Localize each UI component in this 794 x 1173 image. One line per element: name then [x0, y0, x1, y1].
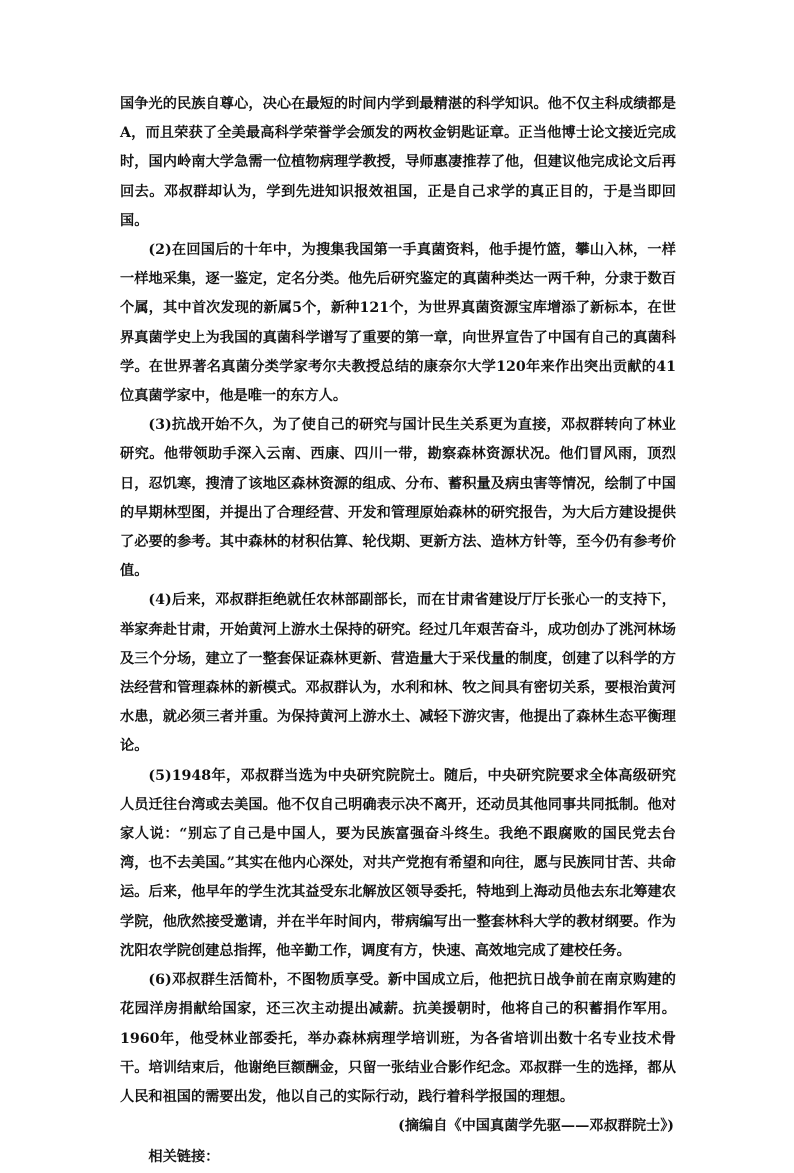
document-body [120, 90, 676, 1173]
paragraph-3: (3)抗战开始不久，为了使自己的研究与国计民生关系更为直接，邓叔群转向了林业研究。他带领助手深入云南、西康、四川一带，勘察森林资源状况。他们冒风雨，顶烈日，忍饥寒，搜清了该地区森林资源的组成、分布、蓄积量及病虫害等情况，绘制了中国的早期林型图，并提出了合理经营、开发和管理原始森林的研究报告，为大后方建设提供了必要的参考。其中森林的材积估算、轮伐期、更新方法、造林方针等，至今仍有参考价值。 [120, 417, 676, 580]
paragraph-4: (4)后来，邓叔群拒绝就任农林部副部长，而在甘肃省建设厅厅长张心一的支持下，举家奔赴甘肃，开始黄河上游水土保持的研究。经过几年艰苦奋斗，成功创办了洮河林场及三个分场，建立了一整套保证森林更新、营造量大于采伐量的制度，创建了以科学的方法经营和管理森林的新模式。邓叔群认为，水利和林、牧之间具有密切关系，要根治黄河水患，就必须三者并重。为保持黄河上游水土、减轻下游灾害，他提出了森林生态平衡理论。 [120, 592, 676, 755]
paragraph-2: (2)在回国后的十年中，为搜集我国第一手真菌资料，他手提竹篮，攀山入林，一样一样地采集，逐一鉴定，定名分类。他先后研究鉴定的真菌种类达一两千种，分隶于数百个属，其中首次发现的新属5个，新种121个，为世界真菌资源宝库增添了新标本，在世界真菌学史上为我国的真菌科学谱写了重要的第一章，向世界宣告了中国有自己的真菌科学。在世界著名真菌分类学家考尔夫教授总结的康奈尔大学120年来作出突出贡献的41位真菌学家中，他是唯一的东方人。 [120, 242, 676, 405]
paragraph-1-continued: 国争光的民族自尊心，决心在最短的时间内学到最精湛的科学知识。他不仅主科成绩都是A，而且荣获了全美最高科学荣誉学会颁发的两枚金钥匙证章。正当他博士论文接近完成时，国内岭南大学急需一位植物病理学教授，导师惠凄推荐了他，但建议他完成论文后再回去。邓叔群却认为，学到先进知识报效祖国，正是自己求学的真正目的，于是当即回国。 [120, 96, 676, 229]
paragraph-6: (6)邓叔群生活简朴，不图物质享受。新中国成立后，他把抗日战争前在南京购建的花园洋房捐献给国家，还三次主动提出减薪。抗美援朝时，他将自己的积蓄捐作军用。1960年，他受林业部委托，举办森林病理学培训班，为各省培训出数十名专业技术骨干。培训结束后，他谢绝巨额酬金，只留一张结业合影作纪念。邓叔群一生的选择，都从人民和祖国的需要出发，他以自己的实际行动，践行着科学报国的理想。 [120, 972, 676, 1105]
related-links-heading: 相关链接： [148, 1149, 220, 1166]
source-citation: (摘编自《中国真菌学先驱——邓叔群院士》) [398, 1118, 674, 1135]
paragraph-5: (5)1948年，邓叔群当选为中央研究院院士。随后，中央研究院要求全体高级研究人员迁往台湾或去美国。他不仅自己明确表示决不离开，还动员其他同事共同抵制。他对家人说：“别忘了自己是中国人，要为民族富强奋斗终生。我绝不跟腐败的国民党去台湾，也不去美国。”其实在他内心深处，对共产党抱有希望和向往，愿与民族同甘苦、共命运。后来，他早年的学生沈其益受东北解放区领导委托，特地到上海动员他去东北筹建农学院，他欣然接受邀请，并在半年时间内，带病编写出一整套林科大学的教材纲要。作为沈阳农学院创建总指挥，他辛勤工作，调度有方，快速、高效地完成了建校任务。 [120, 767, 676, 959]
